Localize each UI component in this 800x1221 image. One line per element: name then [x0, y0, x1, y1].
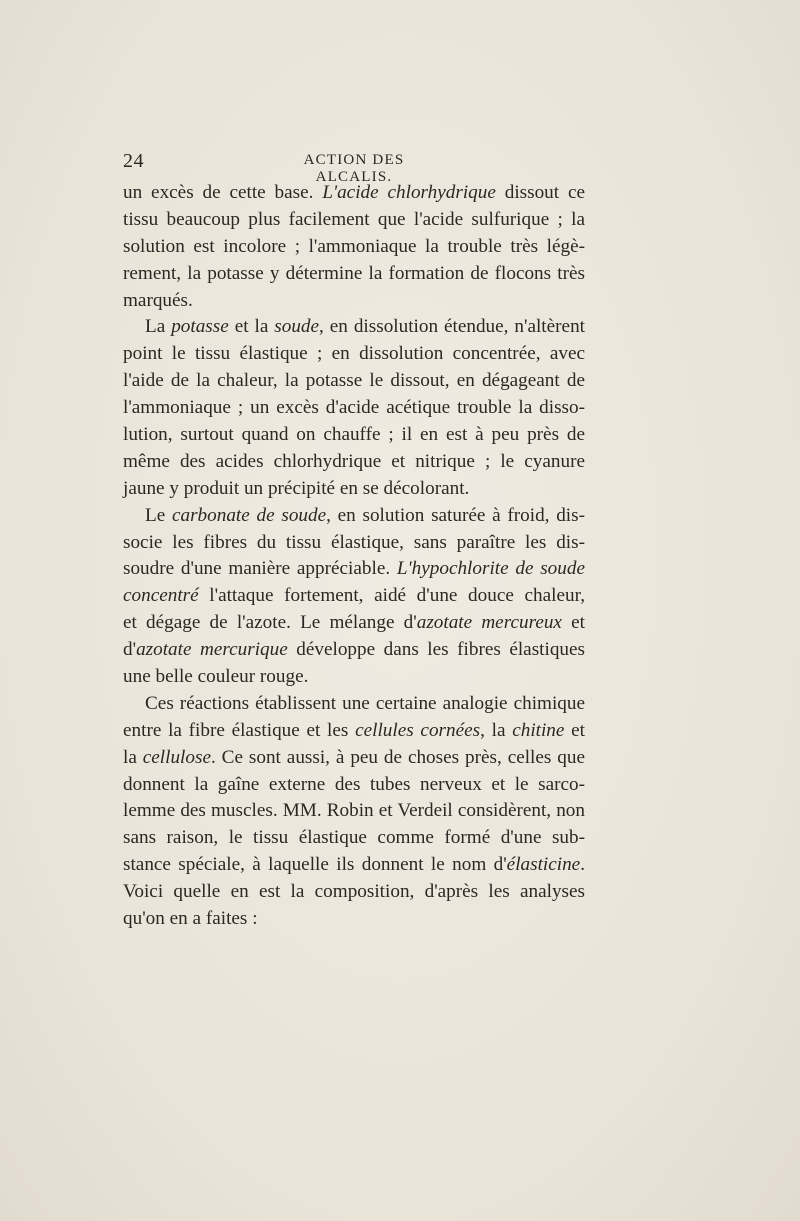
- text-line: [123, 395, 585, 422]
- text-run: stance spéciale, à laquelle ils donnent le nom d': [123, 854, 507, 876]
- text-run: lemme des muscles. MM. Robin et Verdeil considèrent, non: [123, 800, 585, 822]
- text-line: [123, 449, 585, 476]
- text-run: qu'on en a faites :: [123, 908, 258, 930]
- italic-term: azotate mercurique: [136, 639, 288, 661]
- text-run: et dégage de l'azote. Le mélange d': [123, 612, 417, 634]
- text-run: une belle couleur rouge.: [123, 666, 309, 688]
- text-run: . Ce sont aussi, à peu de choses près, celles que: [210, 746, 585, 768]
- text-line: [123, 207, 585, 234]
- text-line: [123, 879, 585, 906]
- text-run: Voici quelle en est la composition, d'après les analyses: [123, 881, 585, 903]
- text-line: [123, 341, 585, 368]
- text-line: [123, 772, 585, 799]
- italic-term: soude: [274, 316, 320, 338]
- text-line: [123, 368, 585, 395]
- text-run: jaune y produit un précipité en se décolorant.: [123, 477, 470, 499]
- italic-term: L'acide chlorhydrique: [322, 182, 496, 203]
- text-line: [123, 637, 585, 664]
- italic-term: potasse: [171, 316, 229, 338]
- italic-term: chitine: [512, 719, 565, 741]
- text-run: solution est incolore ; l'ammoniaque la trouble très légè-: [123, 235, 585, 257]
- text-line: [123, 610, 585, 637]
- text-line: [123, 422, 585, 449]
- text-line: [123, 583, 585, 610]
- italic-term: cellules cornées: [355, 719, 481, 741]
- text-run: un excès de cette base.: [123, 182, 323, 203]
- text-run: dissout ce: [495, 182, 585, 203]
- page-number: 24: [123, 150, 144, 172]
- text-run: et: [564, 719, 585, 741]
- text-line: [123, 556, 585, 583]
- text-run: rement, la potasse y détermine la formation de flocons très: [123, 262, 585, 284]
- text-run: , la: [480, 719, 513, 741]
- text-line: [123, 825, 585, 852]
- text-line: [123, 288, 585, 315]
- italic-term: concentré: [123, 585, 199, 607]
- text-run: La: [145, 316, 172, 338]
- text-line: [123, 476, 585, 503]
- running-head: ACTION DES ALCALIS.: [303, 152, 405, 185]
- text-run: point le tissu élastique ; en dissolution concentrée, avec: [123, 343, 585, 365]
- text-run: d': [123, 639, 137, 661]
- text-run: soudre d'une manière appréciable.: [123, 558, 397, 580]
- text-line: [123, 691, 585, 718]
- text-run: Ces réactions établissent une certaine analogie chimique: [145, 692, 585, 714]
- text-run: entre la fibre élastique et les: [123, 719, 356, 741]
- text-run: , en solution saturée à froid, dis-: [326, 504, 585, 526]
- text-run: .: [580, 854, 585, 876]
- text-run: tissu beaucoup plus facilement que l'acide sulfurique ; la: [123, 208, 585, 230]
- page-header: [123, 150, 585, 185]
- text-line: [123, 852, 585, 879]
- text-line: [123, 906, 585, 933]
- body-text: [123, 180, 585, 933]
- text-line: [123, 261, 585, 288]
- text-run: l'attaque fortement, aidé d'une douce chaleur,: [198, 585, 585, 607]
- text-run: la: [123, 746, 143, 768]
- text-run: et la: [228, 316, 275, 338]
- text-line: [123, 530, 585, 557]
- text-run: même des acides chlorhydrique et nitrique ; le cyanure: [123, 450, 585, 472]
- text-line: [123, 745, 585, 772]
- text-run: développe dans les fibres élastiques: [287, 639, 585, 661]
- text-line: [123, 234, 585, 261]
- text-run: lution, surtout quand on chauffe ; il en est à peu près de: [123, 424, 585, 446]
- text-line: [123, 180, 585, 207]
- text-line: [123, 798, 585, 825]
- text-run: , en dissolution étendue, n'altèrent: [319, 316, 585, 338]
- text-run: sans raison, le tissu élastique comme formé d'une sub-: [123, 827, 585, 849]
- italic-term: cellulose: [142, 746, 211, 768]
- text-line: [123, 503, 585, 530]
- text-run: l'ammoniaque ; un excès d'acide acétique trouble la disso-: [123, 397, 585, 419]
- text-run: Le: [145, 504, 172, 526]
- italic-term: élasticine: [506, 854, 581, 876]
- text-run: donnent la gaîne externe des tubes nerveux et le sarco-: [123, 773, 585, 795]
- text-run: l'aide de la chaleur, la potasse le dissout, en dégageant de: [123, 370, 585, 392]
- text-run: marqués.: [123, 289, 193, 311]
- text-line: [123, 314, 585, 341]
- italic-term: azotate mercureux: [416, 612, 562, 634]
- italic-term: carbonate de soude: [171, 504, 327, 526]
- text-line: [123, 664, 585, 691]
- text-run: et: [561, 612, 585, 634]
- text-run: socie les fibres du tissu élastique, sans paraître les dis-: [123, 531, 585, 553]
- text-line: [123, 718, 585, 745]
- italic-term: L'hypochlorite de soude: [396, 558, 585, 580]
